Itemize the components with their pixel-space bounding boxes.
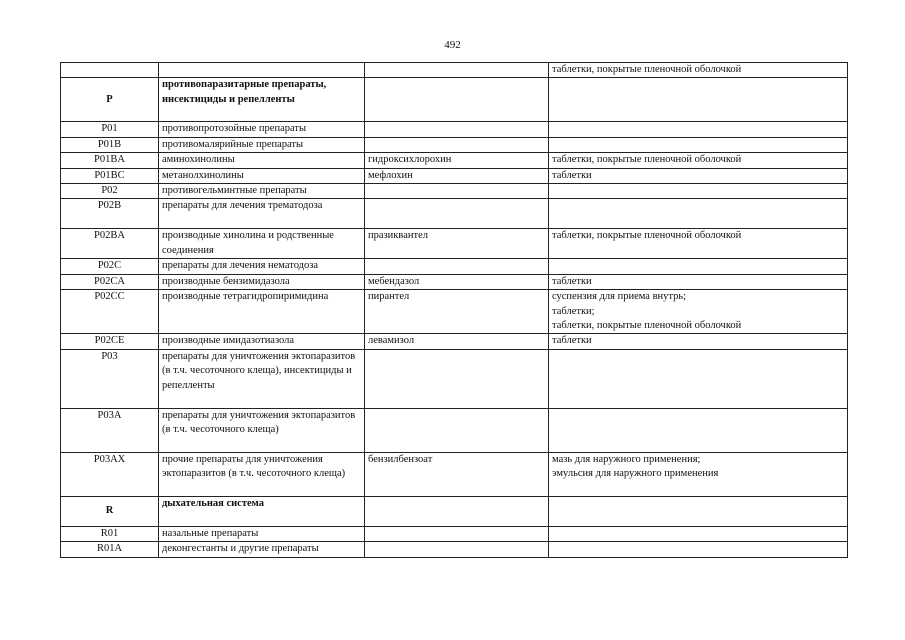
drug-name-cell [365,526,549,541]
dosage-form-cell [549,259,848,274]
dosage-form-cell [549,184,848,199]
atc-code-cell: P02B [61,199,159,229]
table-row [61,349,848,408]
drug-name-cell: пирантел [365,290,549,334]
group-name-cell: производные хинолина и родственные соединения [159,229,365,259]
table-row [61,290,848,334]
drug-classification-table [60,62,848,558]
atc-code-cell: P03A [61,408,159,452]
atc-code-cell: P02 [61,184,159,199]
dosage-form-cell [549,542,848,557]
dosage-form-cell: таблетки [549,334,848,349]
atc-code-cell: P02CA [61,274,159,289]
drug-name-cell [365,137,549,152]
dosage-form-cell [549,496,848,526]
atc-code-cell: P01B [61,137,159,152]
group-name-cell: прочие препараты для уничтожения эктопаразитов (в т.ч. чесоточного клеща) [159,452,365,496]
group-name-cell: противогельминтные препараты [159,184,365,199]
group-name-cell: аминохинолины [159,153,365,168]
drug-name-cell [365,78,549,122]
group-name-cell: препараты для лечения нематодоза [159,259,365,274]
group-name-cell: назальные препараты [159,526,365,541]
group-name-cell: производные бензимидазола [159,274,365,289]
drug-name-cell: бензилбензоат [365,452,549,496]
group-name-cell: противопротозойные препараты [159,122,365,137]
group-name-cell: противопаразитарные препараты, инсектициды и репелленты [159,78,365,122]
group-name-cell: дыхательная система [159,496,365,526]
table-row [61,259,848,274]
atc-code-cell: R01 [61,526,159,541]
dosage-form-cell [549,122,848,137]
atc-code-cell: P03AX [61,452,159,496]
dosage-form-cell [549,199,848,229]
atc-code-cell: P02BA [61,229,159,259]
drug-name-cell: гидроксихлорохин [365,153,549,168]
table-row [61,526,848,541]
group-name-cell: деконгестанты и другие препараты [159,542,365,557]
table-row [61,184,848,199]
group-name-cell: препараты для уничтожения эктопаразитов (в т.ч. чесоточного клеща), инсектициды и репелленты [159,349,365,408]
table-row [61,122,848,137]
table-row [61,334,848,349]
atc-code-cell: P03 [61,349,159,408]
drug-name-cell [365,542,549,557]
group-name-cell: препараты для лечения трематодоза [159,199,365,229]
drug-name-cell [365,349,549,408]
table-row [61,199,848,229]
dosage-form-cell: таблетки [549,274,848,289]
drug-name-cell: мефлохин [365,168,549,183]
drug-name-cell: празиквантел [365,229,549,259]
table-row [61,63,848,78]
drug-name-cell: левамизол [365,334,549,349]
group-name-cell: производные имидазотиазола [159,334,365,349]
table-row [61,168,848,183]
table-row [61,408,848,452]
atc-code-cell: P01BA [61,153,159,168]
atc-code-cell: P02CE [61,334,159,349]
drug-name-cell [365,199,549,229]
drug-name-cell [365,122,549,137]
group-name-cell [159,63,365,78]
group-name-cell: противомалярийные препараты [159,137,365,152]
table-row [61,153,848,168]
atc-code-cell: R [61,496,159,526]
dosage-form-cell: суспензия для приема внутрь; таблетки; таблетки, покрытые пленочной оболочкой [549,290,848,334]
dosage-form-cell: таблетки [549,168,848,183]
drug-name-cell [365,408,549,452]
drug-name-cell [365,259,549,274]
atc-code-cell: P02CC [61,290,159,334]
group-name-cell: производные тетрагидропиримидина [159,290,365,334]
dosage-form-cell [549,137,848,152]
table-row [61,542,848,557]
dosage-form-cell [549,78,848,122]
dosage-form-cell [549,408,848,452]
group-name-cell: препараты для уничтожения эктопаразитов (в т.ч. чесоточного клеща) [159,408,365,452]
dosage-form-cell [549,526,848,541]
atc-code-cell: P01 [61,122,159,137]
table-row [61,137,848,152]
table-row [61,274,848,289]
atc-code-cell: P01BC [61,168,159,183]
drug-name-cell [365,184,549,199]
dosage-form-cell: таблетки, покрытые пленочной оболочкой [549,63,848,78]
atc-code-cell: R01A [61,542,159,557]
dosage-form-cell [549,349,848,408]
table-row [61,229,848,259]
drug-name-cell [365,63,549,78]
dosage-form-cell: мазь для наружного применения; эмульсия для наружного применения [549,452,848,496]
atc-code-cell: P02C [61,259,159,274]
drug-name-cell: мебендазол [365,274,549,289]
table-row [61,78,848,122]
group-name-cell: метанолхинолины [159,168,365,183]
dosage-form-cell: таблетки, покрытые пленочной оболочкой [549,153,848,168]
dosage-form-cell: таблетки, покрытые пленочной оболочкой [549,229,848,259]
table-row [61,496,848,526]
atc-code-cell [61,63,159,78]
atc-code-cell: P [61,78,159,122]
table-row [61,452,848,496]
page-number: 492 [444,39,461,51]
drug-name-cell [365,496,549,526]
